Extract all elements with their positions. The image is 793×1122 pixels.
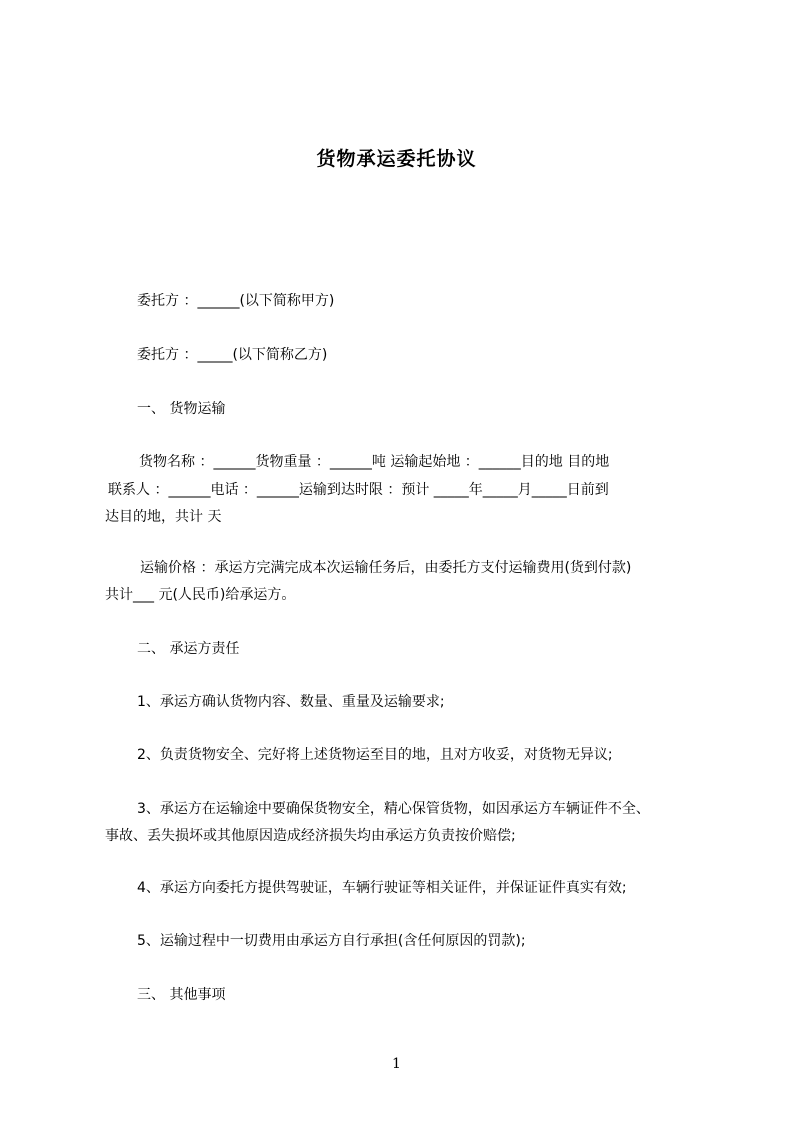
price-line-2: 共计___ 元(人民币)给承运方。 bbox=[105, 587, 296, 603]
page-number: 1 bbox=[392, 1056, 401, 1072]
client-party-a-line: 委托方 ：______(以下简称甲方) bbox=[137, 293, 335, 309]
section-heading-other-matters: 三、 其他事项 bbox=[137, 987, 226, 1003]
client-party-b-line: 委托方 ：_____(以下简称乙方) bbox=[137, 347, 328, 363]
price-line-1: 运输价格 ：承运方完满完成本次运输任务后，由委托方支付运输费用(货到付款) bbox=[140, 560, 632, 576]
cargo-info-line-3: 达目的地，共计 天 bbox=[105, 509, 222, 525]
clause-5: 5、运输过程中一切费用由承运方自行承担(含任何原因的罚款); bbox=[137, 933, 526, 949]
section-heading-cargo-transport: 一、 货物运输 bbox=[137, 401, 226, 417]
clause-2: 2、负责货物安全、完好将上述货物运至目的地，且对方收妥，对货物无异议; bbox=[137, 747, 613, 763]
cargo-info-line-1: 货物名称 ：______货物重量 ：______吨 运输起始地 ：______目的地 目的地 bbox=[139, 454, 610, 470]
section-heading-carrier-duty: 二、 承运方责任 bbox=[137, 641, 240, 657]
clause-4: 4、承运方向委托方提供驾驶证，车辆行驶证等相关证件，并保证证件真实有效; bbox=[137, 880, 627, 896]
clause-3-line-2: 事故、丢失损坏或其他原因造成经济损失均由承运方负责按价赔偿; bbox=[105, 828, 516, 844]
document-title: 货物承运委托协议 bbox=[316, 148, 477, 170]
cargo-info-line-2: 联系人 ：______电话 ：______运输到达时限 ：预计 _____年_____月_____日前到 bbox=[108, 482, 609, 498]
clause-3-line-1: 3、承运方在运输途中要确保货物安全，精心保管货物，如因承运方车辆证件不全、 bbox=[137, 801, 650, 817]
clause-1: 1、承运方确认货物内容、数量、重量及运输要求; bbox=[137, 694, 445, 710]
